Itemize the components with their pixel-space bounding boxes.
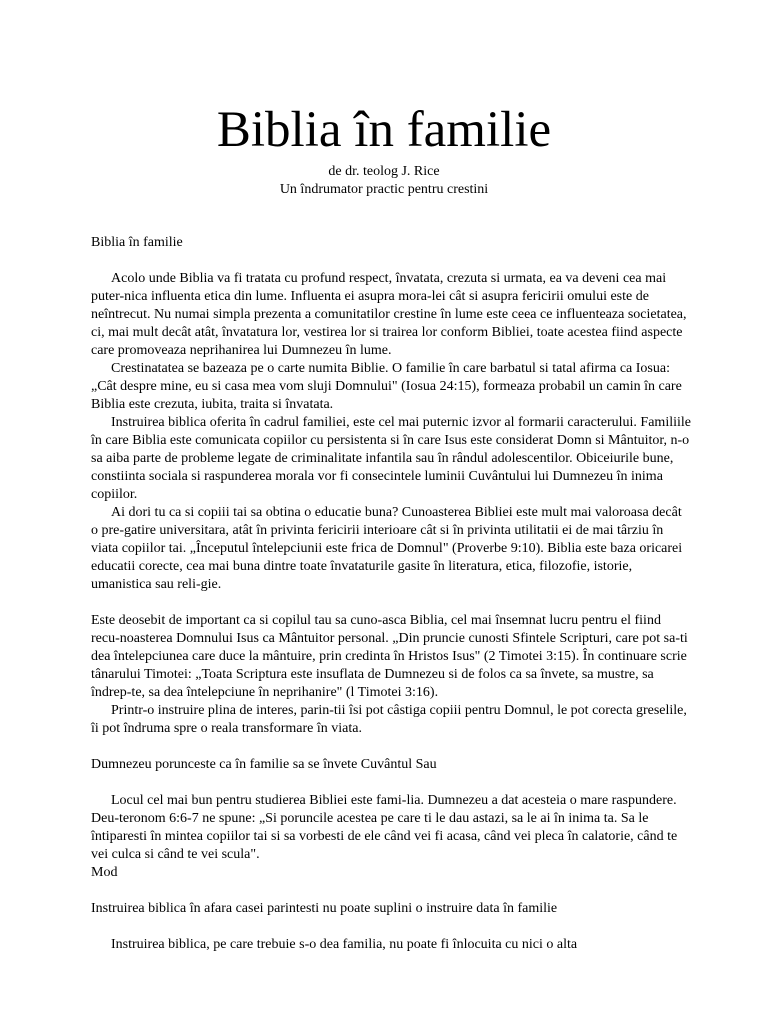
- paragraph-8: Instruirea biblica, pe care trebuie s-o dea familia, nu poate fi înlocuita cu nici o alta: [111, 937, 578, 952]
- paragraph-7: Locul cel mai bun pentru studierea Bibliei este fami-lia. Dumnezeu a dat acesteia o mare raspundere. Deu-teronom 6:6-7 ne spune: „Si poruncile acestea pe care ti le dau astazi, sa le ai în inima ta. Sa le întiparesti în mintea copiilor tai si sa vorbesti de ele când vei fi acasa, când vei pleca în calatorie, când te vei culca si când te vei scula".: [91, 793, 678, 862]
- document-title: Biblia în familie: [216, 102, 552, 158]
- spacer: [91, 774, 691, 792]
- paragraph-6: Printr-o instruire plina de interes, parin-tii îsi pot câstiga copiii pentru Domnul, le pot corecta greselile, îi pot îndruma spre o reala transformare în viata.: [91, 703, 687, 736]
- paragraph-2: Crestinatatea se bazeaza pe o carte numita Biblie. O familie în care barbatul si tatal afirma ca Iosua: „Cât despre mine, eu si casa mea vom sluji Domnului" (Iosua 24:15), formeaza probabil un camin în care Biblia este crezuta, iubita, traita si învatata.: [91, 361, 682, 412]
- spacer: [91, 918, 691, 936]
- document-body: [91, 234, 691, 954]
- author-line: de dr. teolog J. Rice: [328, 164, 440, 179]
- paragraph-7-tail: Mod: [91, 865, 118, 880]
- paragraph-5: Este deosebit de important ca si copilul tau sa cuno-asca Biblia, cel mai însemnat lucru pentru el fiind recu-noasterea Domnului Isus ca Mântuitor personal. „Din pruncie cunosti Sfintele Scripturi, care pot sa-ti dea întelepciunea care duce la mântuire, prin credinta în Hristos Isus" (2 Timotei 3:15). În continuare scrie tânarului Timotei: „Toata Scriptura este insuflata de Dumnezeu si de folos ca sa învete, sa mustre, sa îndrep-te, sa dea întelepciune în neprihanire" (l Timotei 3:16).: [91, 613, 688, 700]
- paragraph-1: Acolo unde Biblia va fi tratata cu profund respect, învatata, crezuta si urmata, ea va deveni cea mai puter-nica influenta etica din lume. Influenta ei asupra mora-lei cât si asupra fericirii omului este de neîntrecut. Nu numai simpla prezenta a comunitatilor crestine în lume este ceea ce influenteaza societatea, ci, mai mult decât atât, învatatura lor, vestirea lor si trairea lor conform Bibliei, toate acestea fiind aspecte care promoveaza neprihanirea lui Dumnezeu în lume.: [91, 271, 687, 358]
- paragraph-3: Instruirea biblica oferita în cadrul familiei, este cel mai puternic izvor al formarii caracterului. Familiile în care Biblia este comunicata copiilor cu persistenta si în care Isus este considerat Domn si Mântuitor, n-o sa aiba parte de probleme legate de criminalitate infantila sau în rândul adolescentilor. Obiceiurile bune, constiinta sociala si raspunderea morala vor fi consecintele luminii Cuvântului lui Dumnezeu în inima copiilor.: [91, 415, 691, 502]
- section-heading-3: Instruirea biblica în afara casei parintesti nu poate suplini o instruire data în familie: [91, 901, 558, 916]
- paragraph-4: Ai dori tu ca si copiii tai sa obtina o educatie buna? Cunoasterea Bibliei este mult mai valoroasa decât o pre-gatire universitara, atât în privinta fericirii interioare cât si în privinta utilitatii ei de mai târziu în viata copiilor tai. „Începutul întelepciunii este frica de Domnul" (Proverbe 9:10). Biblia este baza oricarei educatii corecte, cea mai buna dintre toate învataturile gasite în literatura, etica, filozofie, istorie, umanistica sau reli-gie.: [91, 505, 683, 592]
- document-subtitle: Un îndrumator practic pentru crestini: [279, 182, 489, 197]
- spacer: [91, 252, 691, 270]
- spacer: [91, 594, 691, 612]
- spacer: [91, 882, 691, 900]
- section-heading-1: Biblia în familie: [91, 235, 183, 250]
- spacer: [91, 738, 691, 756]
- section-heading-2: Dumnezeu porunceste ca în familie sa se învete Cuvântul Sau: [91, 757, 437, 772]
